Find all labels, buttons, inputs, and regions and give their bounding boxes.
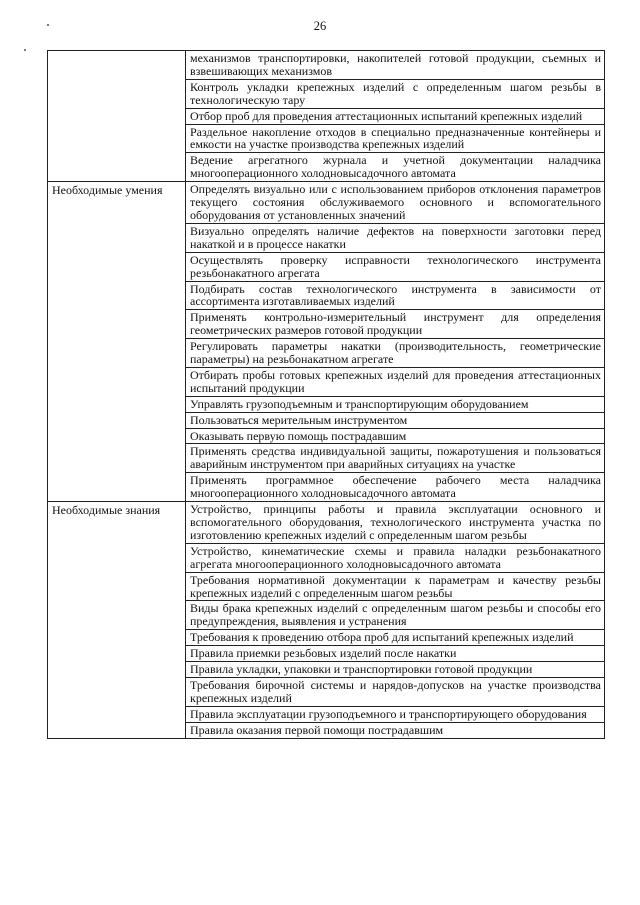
table-row (48, 182, 605, 224)
table-row (48, 51, 605, 80)
section-item: Отбирать пробы готовых крепежных изделий для проведения аттестационных испытаний продукции (186, 367, 605, 396)
section-item: Устройство, кинематические схемы и правила наладки резьбонакатного агрегата многооперационного холодновысадочного автомата (186, 543, 605, 572)
section-item: Виды брака крепежных изделий с определенным шагом резьбы и способы его предупреждения, выявления и устранения (186, 601, 605, 630)
section-item: Ведение агрегатного журнала и учетной документации наладчика многооперационного холодновысадочного автомата (186, 153, 605, 182)
section-item: Подбирать состав технологического инструмента в зависимости от ассортимента изготавливаемых изделий (186, 281, 605, 310)
section-item: Применять программное обеспечение рабочего места наладчика многооперационного холодновысадочного автомата (186, 473, 605, 502)
section-item: Применять контрольно-измерительный инструмент для определения геометрических размеров готовой продукции (186, 310, 605, 339)
section-item: Управлять грузоподъемным и транспортирующим оборудованием (186, 396, 605, 412)
table-row (48, 502, 605, 544)
section-item: Требования нормативной документации к параметрам и качеству резьбы крепежных изделий с определенным шагом резьбы (186, 572, 605, 601)
section-label: Необходимые умения (48, 182, 186, 502)
section-item: Отбор проб для проведения аттестационных испытаний крепежных изделий (186, 108, 605, 124)
page-number: 26 (313, 19, 327, 33)
section-item: Правила эксплуатации грузоподъемного и транспортирующего оборудования (186, 706, 605, 722)
section-item: Осуществлять проверку исправности технологического инструмента резьбонакатного агрегата (186, 252, 605, 281)
section-item: Оказывать первую помощь пострадавшим (186, 428, 605, 444)
section-item: Пользоваться мерительным инструментом (186, 412, 605, 428)
section-item: Визуально определять наличие дефектов на поверхности заготовки перед накаткой и в процессе накатки (186, 223, 605, 252)
section-item: механизмов транспортировки, накопителей готовой продукции, съемных и взвешивающих механизмов (186, 51, 605, 80)
section-item: Раздельное накопление отходов в специально предназначенные контейнеры и емкости на участке производства крепежных изделий (186, 124, 605, 153)
section-item: Определять визуально или с использованием приборов отклонения параметров текущего состояния обслуживаемого основного и вспомогательного оборудования от установленных значений (186, 182, 605, 224)
section-item: Требования к проведению отбора проб для испытаний крепежных изделий (186, 630, 605, 646)
section-item: Устройство, принципы работы и правила эксплуатации основного и вспомогательного оборудования, технологического инструмента участка по изготовлению крепежных изделий с определенным шагом резьбы (186, 502, 605, 544)
section-item: Правила укладки, упаковки и транспортировки готовой продукции (186, 662, 605, 678)
section-item: Требования бирочной системы и нарядов-допусков на участке производства крепежных изделий (186, 677, 605, 706)
section-item: Правила оказания первой помощи пострадавшим (186, 722, 605, 738)
section-item: Правила приемки резьбовых изделий после накатки (186, 646, 605, 662)
section-label: Необходимые знания (48, 502, 186, 739)
section-item: Контроль укладки крепежных изделий с определенным шагом резьбы в технологическую тару (186, 79, 605, 108)
section-item: Применять средства индивидуальной защиты, пожаротушения и пользоваться аварийным инструментом при аварийных ситуациях на участке (186, 444, 605, 473)
section-item: Регулировать параметры накатки (производительность, геометрические параметры) на резьбонакатном агрегате (186, 339, 605, 368)
table-body (48, 51, 605, 739)
competency-table (47, 50, 605, 739)
section-label (48, 51, 186, 182)
